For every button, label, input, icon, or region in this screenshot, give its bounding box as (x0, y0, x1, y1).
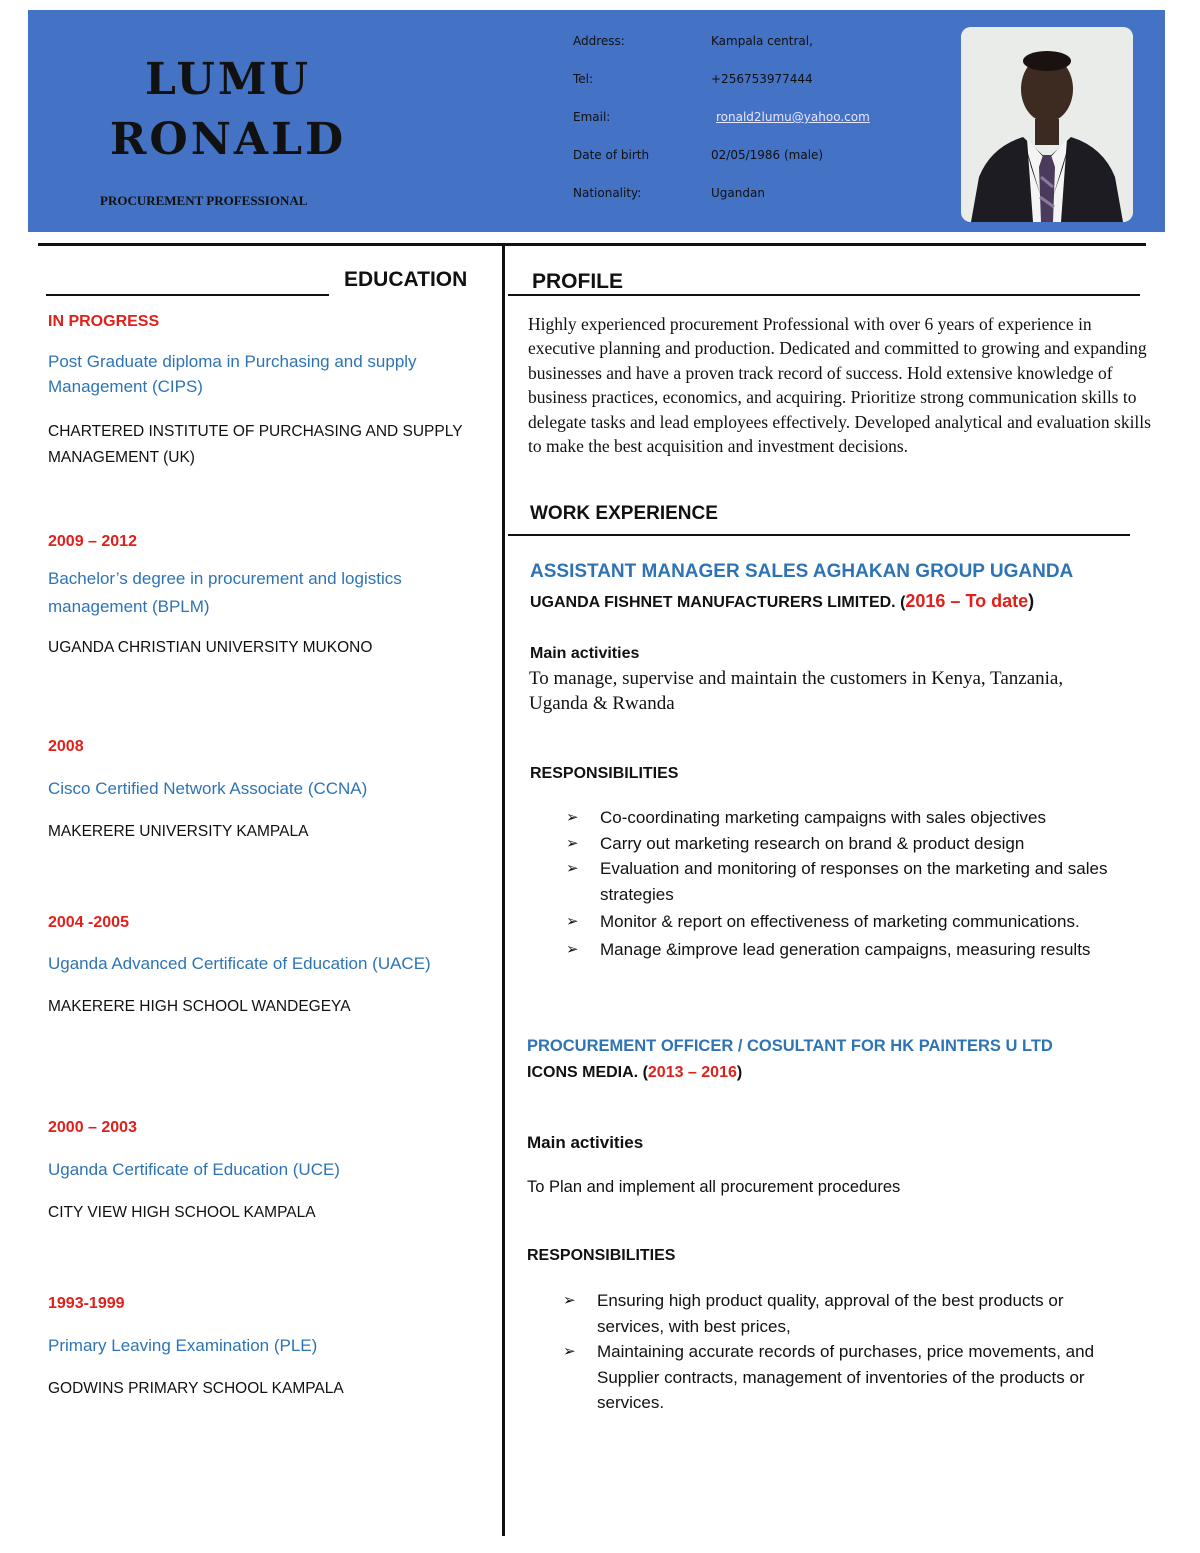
responsibilities-heading: RESPONSIBILITIES (530, 765, 679, 782)
column-divider (502, 246, 505, 1536)
education-degree: Bachelor’s degree in procurement and logistics management (BPLM) (48, 569, 402, 616)
education-institution: GODWINS PRIMARY SCHOOL KAMPALA (48, 1380, 344, 1397)
arrow-bullet-icon: ➢ (566, 913, 579, 930)
profile-heading: PROFILE (532, 270, 624, 293)
contact-label: Email: (573, 110, 611, 124)
responsibility-item: ➢ Monitor & report on effectiveness of marketing communications. (566, 909, 1136, 935)
job-dates: 2016 – To date (905, 591, 1029, 611)
responsibility-item: ➢ Ensuring high product quality, approval of the best products or services, with best prices, (563, 1288, 1133, 1339)
education-entry (48, 533, 488, 661)
education-institution: CHARTERED INSTITUTE OF PURCHASING AND SUPPLY MANAGEMENT (UK) (48, 423, 463, 466)
responsibility-item: ➢ Co-coordinating marketing campaigns with sales objectives (566, 805, 1136, 831)
company-name: ICONS MEDIA. ( (527, 1064, 648, 1081)
education-degree: Uganda Advanced Certificate of Education (UACE) (48, 954, 431, 973)
work-heading: WORK EXPERIENCE (530, 503, 718, 524)
email-link[interactable]: ronald2lumu@yahoo.com (716, 110, 870, 124)
education-entry (48, 738, 488, 845)
job-title: ASSISTANT MANAGER SALES AGHAKAN GROUP UGANDA (530, 561, 1074, 582)
job-company (527, 1064, 742, 1082)
last-name: RONALD (109, 114, 347, 165)
activities-heading: Main activities (527, 1133, 644, 1152)
profile-text: Highly experienced procurement Professional with over 6 years of experience in executive planning and production. Dedicated and committed to growing and expanding businesses and have a proven track record of success. Hold extensive knowledge of business practices, economics, and acquiring. Prioritize strong communication skills to delegate tasks and lead employees effectively. Developed analytical and evaluation skills to make the best acquisition and investment decisions. (528, 314, 1151, 457)
arrow-bullet-icon: ➢ (566, 809, 579, 826)
contact-value: 02/05/1986 (male) (711, 148, 824, 162)
education-heading: EDUCATION (344, 268, 468, 291)
responsibility-item: ➢ Carry out marketing research on brand & product design (566, 831, 1136, 857)
responsibilities-list (566, 805, 1136, 962)
responsibilities-list (563, 1288, 1133, 1416)
activities-text: To manage, supervise and maintain the customers in Kenya, Tanzania, Uganda & Rwanda (529, 668, 1064, 714)
arrow-bullet-icon: ➢ (563, 1292, 576, 1309)
dates-close: ) (1028, 591, 1035, 611)
contact-label: Date of birth (573, 148, 650, 162)
arrow-bullet-icon: ➢ (566, 860, 579, 877)
education-year: IN PROGRESS (48, 313, 160, 330)
contact-value: +256753977444 (711, 72, 813, 86)
header-banner (28, 10, 1165, 232)
responsibility-item: ➢ Manage &improve lead generation campaigns, measuring results (566, 937, 1136, 963)
header-divider (38, 243, 1146, 246)
education-underline (46, 294, 329, 296)
first-name: LUMU (145, 54, 311, 105)
company-name: UGANDA FISHNET MANUFACTURERS LIMITED. ( (530, 594, 906, 611)
profile-underline (508, 294, 1140, 296)
education-entry (48, 1119, 488, 1226)
activities-heading: Main activities (530, 645, 640, 662)
education-year: 1993-1999 (48, 1295, 125, 1312)
education-year: 2008 (48, 738, 84, 755)
profile-photo (961, 27, 1133, 222)
work-underline (508, 534, 1130, 536)
responsibility-item: ➢ Evaluation and monitoring of responses on the marketing and sales strategies (566, 856, 1136, 907)
contact-value: Ugandan (711, 186, 765, 200)
education-year: 2009 – 2012 (48, 533, 137, 550)
name-block (28, 50, 428, 170)
job-company (530, 591, 1034, 612)
arrow-bullet-icon: ➢ (566, 940, 579, 958)
education-year: 2000 – 2003 (48, 1119, 137, 1136)
education-institution: UGANDA CHRISTIAN UNIVERSITY MUKONO (48, 639, 373, 656)
arrow-bullet-icon: ➢ (566, 834, 579, 852)
education-entry (48, 1295, 488, 1402)
arrow-bullet-icon: ➢ (563, 1343, 576, 1360)
education-degree: Uganda Certificate of Education (UCE) (48, 1160, 340, 1179)
responsibility-item: ➢ Maintaining accurate records of purchases, price movements, and Supplier contracts, management of inventories of the products or services. (563, 1339, 1133, 1416)
contact-label: Tel: (573, 72, 594, 86)
person-portrait-icon (961, 27, 1133, 222)
dates-close: ) (736, 1064, 743, 1081)
contact-label: Nationality: (573, 186, 642, 200)
education-institution: CITY VIEW HIGH SCHOOL KAMPALA (48, 1204, 316, 1221)
activities-text: To Plan and implement all procurement procedures (527, 1178, 901, 1196)
job-title: PROCUREMENT OFFICER / COSULTANT FOR HK PAINTERS U LTD (527, 1037, 1053, 1055)
education-entry (48, 914, 488, 1020)
education-institution: MAKERERE UNIVERSITY KAMPALA (48, 823, 309, 840)
education-institution: MAKERERE HIGH SCHOOL WANDEGEYA (48, 998, 351, 1015)
education-degree: Post Graduate diploma in Purchasing and supply Management (CIPS) (48, 352, 417, 396)
education-year: 2004 -2005 (48, 914, 129, 931)
education-degree: Cisco Certified Network Associate (CCNA) (48, 779, 368, 798)
job-dates: 2013 – 2016 (647, 1064, 737, 1081)
responsibilities-heading: RESPONSIBILITIES (527, 1247, 676, 1264)
contact-value: Kampala central, (711, 34, 813, 48)
contact-label: Address: (573, 34, 625, 48)
professional-title: PROCUREMENT PROFESSIONAL (100, 193, 308, 208)
education-degree: Primary Leaving Examination (PLE) (48, 1336, 318, 1355)
education-entry (48, 313, 488, 471)
